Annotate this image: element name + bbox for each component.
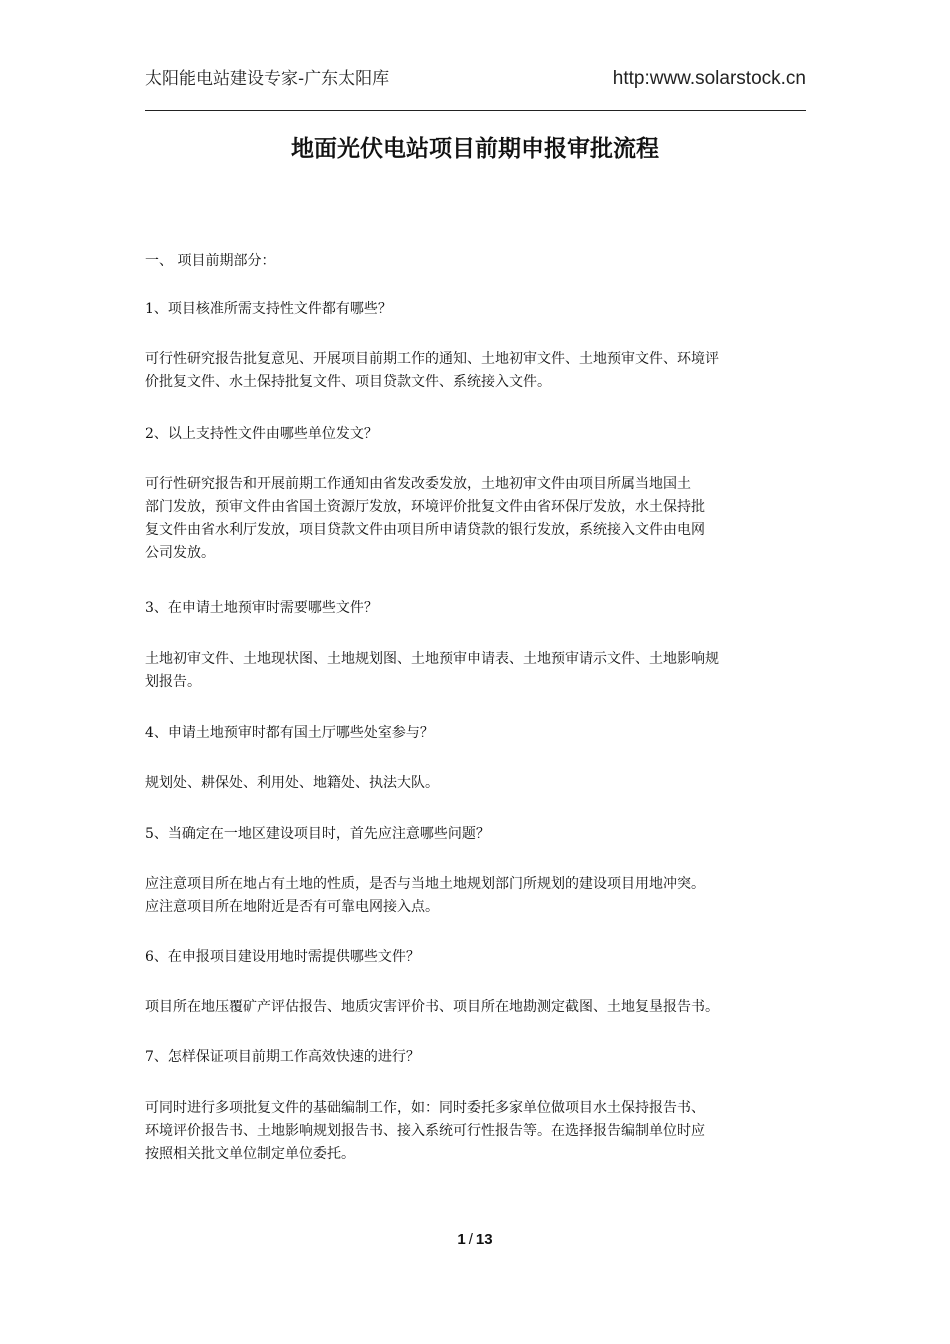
question-1: 1、项目核准所需支持性文件都有哪些？ bbox=[145, 301, 392, 317]
question-7: 7、怎样保证项目前期工作高效快速的进行？ bbox=[145, 1049, 420, 1065]
header-url: http:www.solarstock.cn bbox=[612, 68, 806, 89]
answer-5: 应注意项目所在地占有土地的性质，是否与当地土地规划部门所规划的建设项目用地冲突。 应注意项目所在地附近是否有可靠电网接入点。 bbox=[145, 876, 705, 915]
page-total: 13 bbox=[475, 1231, 493, 1248]
answer-2: 可行性研究报告和开展前期工作通知由省发改委发放，土地初审文件由项目所属当地国土 部门发放，预审文件由省国土资源厅发放，环境评价批复文件由省环保厅发放，水土保持批 复文件由省水利厅发放，项目贷款文件由项目所申请贷款的银行发放，系统接入文件由电网 公司发放。 bbox=[145, 476, 705, 561]
document-title: 地面光伏电站项目前期申报审批流程 bbox=[291, 136, 659, 162]
question-6: 6、在申报项目建设用地时需提供哪些文件？ bbox=[145, 949, 420, 965]
page-separator: / bbox=[468, 1231, 473, 1248]
page-current: 1 bbox=[457, 1231, 466, 1248]
question-4: 4、申请土地预审时都有国土厅哪些处室参与？ bbox=[145, 725, 434, 741]
answer-3: 土地初审文件、土地现状图、土地规划图、土地预审申请表、土地预审请示文件、土地影响规 划报告。 bbox=[145, 651, 719, 690]
section-heading: 一、 项目前期部分： bbox=[145, 253, 276, 269]
answer-6: 项目所在地压覆矿产评估报告、地质灾害评价书、项目所在地勘测定截图、土地复垦报告书。 bbox=[145, 999, 719, 1015]
question-2: 2、以上支持性文件由哪些单位发文？ bbox=[145, 426, 378, 442]
question-3: 3、在申请土地预审时需要哪些文件？ bbox=[145, 600, 378, 616]
page-number bbox=[0, 1230, 950, 1250]
page-header bbox=[145, 66, 806, 96]
header-divider bbox=[145, 110, 806, 111]
question-5: 5、当确定在一地区建设项目时，首先应注意哪些问题？ bbox=[145, 826, 490, 842]
header-site-name: 太阳能电站建设专家-广东太阳库 bbox=[145, 69, 390, 89]
answer-4: 规划处、耕保处、利用处、地籍处、执法大队。 bbox=[145, 775, 439, 791]
answer-7: 可同时进行多项批复文件的基础编制工作，如：同时委托多家单位做项目水土保持报告书、 环境评价报告书、土地影响规划报告书、接入系统可行性报告等。在选择报告编制单位时应 按照相关批文单位制定单位委托。 bbox=[145, 1100, 705, 1162]
answer-1: 可行性研究报告批复意见、开展项目前期工作的通知、土地初审文件、土地预审文件、环境评 价批复文件、水土保持批复文件、项目贷款文件、系统接入文件。 bbox=[145, 351, 719, 390]
